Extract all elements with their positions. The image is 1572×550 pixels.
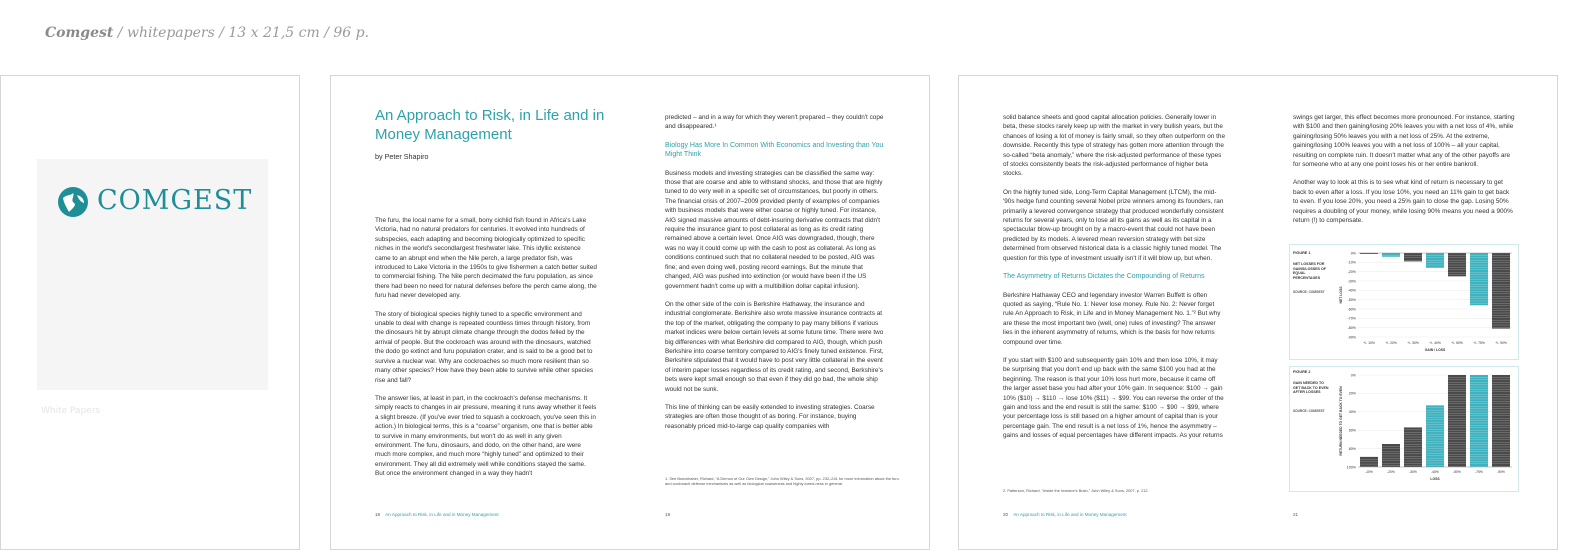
y-tick-label: 100% (1346, 465, 1356, 470)
article-title: An Approach to Risk, in Life and in Money Management (375, 107, 605, 143)
paragraph: solid balance sheets and good capital allocation policies. Generally lower in beta, these stocks rarely keep up with the market in very bullish years, but the chances of losing a lot of money is fairly small, so they often outperform on the downside. Recently this type of strategy has gotten more attention through the so-called “beta anomaly,” where the risk-adjusted performance of these types of stocks consistently beats the risk-adjusted performance of higher beta stocks. (1003, 114, 1225, 178)
figure-caption: GAIN NEEDED TO GET BACK TO EVEN AFTER LOSSES (1293, 381, 1329, 395)
x-tick-label: +/- 75% (1473, 341, 1485, 345)
y-tick-label: -30% (1347, 279, 1356, 284)
y-tick-label: 0% (1350, 373, 1356, 378)
page-number: 18 (375, 512, 381, 517)
y-axis-label: RETURN NEEDED TO GET BACK TO EVEN (1339, 386, 1343, 456)
cover-label: White Papers (41, 406, 101, 416)
x-tick-label: -50% (1453, 470, 1461, 474)
x-tick-label: +/- 20% (1385, 341, 1397, 345)
paragraph: The answer lies, at least in part, in the cockroach's defense mechanisms. It simply reacts to changes in air pressure, meaning it runs away whether it feels a slight breeze. (If you've ever tried to squash a cockroach, you've seen this in action.) In biological terms, this is a “coarse” organism, one that is better able to survive in many environments, but won't do as well in any given environment. The furu, dinosaurs, and dodo, on the other hand, are were much more complex, and much more “highly tuned” and optimized to their environment. They all did extremely well while conditions stayed the same. But once the environment changed in a way they hadn't (375, 394, 597, 478)
bar (1492, 253, 1510, 329)
y-tick-label: 0% (1350, 251, 1356, 256)
y-tick-label: -70% (1347, 316, 1356, 321)
page-number: 19 (665, 512, 671, 517)
article-byline: by Peter Shapiro (375, 152, 429, 161)
net-loss-bar-chart (1334, 247, 1518, 357)
figure-source: SOURCE: COMGEST (1293, 409, 1325, 413)
x-tick-label: -75% (1475, 470, 1483, 474)
figure-number: FIGURE 2 (1293, 370, 1311, 374)
bar (1382, 253, 1400, 257)
y-tick-label: -80% (1347, 325, 1356, 330)
bar (1382, 444, 1400, 467)
bar (1470, 375, 1488, 467)
bar (1448, 253, 1466, 276)
x-tick-label: -40% (1431, 470, 1439, 474)
x-tick-label: +/- 30% (1407, 341, 1419, 345)
x-axis-label: LOSS (1430, 477, 1440, 481)
y-tick-label: -20% (1347, 269, 1356, 274)
paragraph: On the highly tuned side, Long-Term Capital Management (LTCM), the mid-'90s hedge fund counting several Nobel prize winners among its founders, ran primarily a levered convergence strategy that produced wonderfully consistent returns for several years, only to lose all its gains as well as its capital in a spectacular blow-up brought on by a macro-event that could not have been predicted by its models. A levered mean reversion strategy with bet size determined from observed historical data is a classic highly tuned model. The question for this type of investment usually isn't if it will blow up, but when. (1003, 188, 1224, 262)
y-tick-label: 40% (1348, 410, 1356, 415)
paragraph: predicted – and in a way for which they weren't prepared – they couldn't cope and disappeared.¹ (665, 114, 884, 131)
bar (1492, 375, 1510, 467)
running-title: An Approach to Risk, in Life and in Money Management (1013, 512, 1127, 517)
page-header (45, 25, 369, 41)
figure-caption: NET LOSSES FOR GAINS/LOSSES OF EQUAL PERCENTAGES (1293, 262, 1326, 280)
bar (1470, 253, 1488, 305)
bar (1426, 405, 1444, 467)
x-tick-label: -20% (1387, 470, 1395, 474)
page-number: 20 (1003, 512, 1009, 517)
y-tick-label: 80% (1348, 446, 1356, 451)
footnote: 1. See Boeckhaber, Richard, “A Demon of Our Own Design,” John Wiley & Sons, 2007, pp. 232–241 for more information about the furu and cockroach defense mechanisms as well as biological coarseness and highly tuned-ness in general. (665, 476, 899, 487)
paragraph: Another way to look at this is to see what kind of return is necessary to get back to even after a loss. If you lose 10%, you need an 11% gain to get back to even. If you lose 20%, you need a 25% gain to close the gap. Losing 50% requires a doubling of your money, while losing 90% means you need a 900% return (!) to compensate. (1293, 179, 1513, 225)
cover-page (0, 75, 300, 550)
paragraph: swings get larger, this effect becomes more pronounced. For instance, starting with $100 and then gaining/losing 20% leaves you with a net loss of 4%, while gaining/losing 50% leaves you with a net loss of 25%. At the extreme, gaining/losing 100% leaves you with a net loss of 100% – all your capital, resulting on complete ruin. It doesn't matter what any of the other payoffs are for someone who at any one point loses his or her entire bankroll. (1293, 114, 1515, 169)
y-axis-label: NET LOSS (1339, 286, 1343, 304)
header-spec: / whitepapers / 13 x 21,5 cm / 96 p. (113, 25, 370, 41)
gain-needed-bar-chart (1334, 369, 1518, 491)
figure-2 (1289, 366, 1519, 492)
y-tick-label: 20% (1348, 391, 1356, 396)
x-tick-label: +/- 40% (1429, 341, 1441, 345)
header-brand: Comgest (45, 25, 114, 41)
bar (1448, 375, 1466, 467)
spread-pages-18-19 (330, 75, 930, 550)
globe-icon (57, 186, 89, 218)
y-tick-label: -10% (1347, 260, 1356, 265)
page-20-body (1003, 113, 1225, 483)
page-18-body (375, 216, 597, 496)
folio-left (375, 512, 499, 517)
x-tick-label: -90% (1497, 470, 1505, 474)
section-subhead: The Asymmetry of Returns Dictates the Compounding of Returns (1003, 273, 1205, 281)
x-axis-label: GAIN / LOSS (1424, 348, 1446, 352)
x-tick-label: +/- 10% (1363, 341, 1375, 345)
paragraph: Berkshire Hathaway CEO and legendary investor Warren Buffett is often quoted as saying, “Rule No. 1: Never lose money. Rule No. 2: Never forget rule An Approach to Risk, in Life and in Money Management No. 1.”² But why are these the most important two (well, one) rules of investing? The answer lies in the inherent asymmetry of returns, which is the basis for how returns compound over time. (1003, 291, 1221, 346)
running-title: An Approach to Risk, in Life and in Money Management (385, 512, 499, 517)
footnote: 2. Patterson, Richard, “Inside the Investor's Brain,” John Wiley & Sons, 2007, p. 212. (1003, 488, 1149, 493)
y-tick-label: -50% (1347, 297, 1356, 302)
bar (1360, 457, 1378, 467)
x-tick-label: -10% (1365, 470, 1373, 474)
y-tick-label: -60% (1347, 307, 1356, 312)
y-tick-label: 60% (1348, 428, 1356, 433)
paragraph: The furu, the local name for a small, bony cichlid fish found in Africa's Lake Victoria, had no natural predators for centuries. It evolved into hundreds of subspecies, each adapting and becoming biologically optimized to specific niches in the world's secondlargest freshwater lake. This idyllic existence came to an abrupt end when the Nile perch, a large predator fish, was introduced to Lake Victoria in the 1950s to give fishermen a catch better suited to commercial fishing. The Nile perch decimated the furu population, as since there had been no need for natural defenses before the perch came along, the furu had never developed any. (375, 217, 597, 300)
y-tick-label: -40% (1347, 288, 1356, 293)
figure-number: FIGURE 1 (1293, 251, 1311, 255)
figure-1 (1289, 244, 1519, 360)
paragraph: If you start with $100 and subsequently gain 10% and then lose 10%, it may be surprising that you don't end up back with the same $100 you had at the beginning. The reason is that your 10% loss hurt more, because it came off the larger asset base you had after your 10% gain. In sequence: $100 → gain 10% ($10) → $110 → lose 10% ($11) → $99. You can reverse the order of the gain and loss and the end result is still the same: $100 → $90 → $99, where your percentage loss is still based on a higher amount of capital than is your percentage gain. The end result is a net loss of 1%, hence the asymmetry – gains and losses of equal percentages have different impacts. As your returns (1003, 356, 1224, 440)
page-number: 21 (1293, 512, 1299, 517)
paragraph: The story of biological species highly tuned to a specific environment and unable to deal with change is repeated countless times through history, from the dinosaurs hit by abrupt climate change through the dodos felled by the arrival of people. But the cockroach was around with the dinosaurs, watched the dodo go extinct and furu population crater, and is said to be a good bet to survive a nuclear war. Why are cockroaches so much more resilient than so many other species? How have they been able to survive while other species rise and fall? (375, 310, 594, 384)
spread-pages-20-21 (958, 75, 1558, 550)
paragraph: This line of thinking can be easily extended to investing strategies. Coarse strategies are often those thought of as boring. For instance, buying reasonably priced mid-to-large cap quality companies with (665, 403, 875, 430)
paragraph: Business models and investing strategies can be classified the same way: those that are coarse and able to withstand shocks, and those that are highly tuned to do very well in a specific set of circumstances, but poorly in others. The financial crisis of 2007–2009 provided plenty of examples of companies with business models that were either coarse or highly tuned. For instance, AIG signed massive amounts of debt-insuring derivative contracts that didn't require the insurance giant to post collateral as long as its credit rating remained above a certain level. Once AIG was downgraded, though, there was no way it could come up with the cash to post as collateral. As long as conditions continued such that no collateral needed to be posted, AIG was fine; and even doing well, posting record earnings. But the minute that changed, AIG was pushed into extinction (or would have been if the US government hadn't come up with a multibillion dollar capital infusion). (665, 169, 883, 290)
x-tick-label: +/- 50% (1451, 341, 1463, 345)
section-subhead: Biology Has More In Common With Economics and Investing than You Might Think (665, 141, 884, 159)
figure-source: SOURCE: COMGEST (1293, 290, 1325, 294)
x-tick-label: +/- 90% (1495, 341, 1507, 345)
paragraph: On the other side of the coin is Berkshire Hathaway, the insurance and industrial conglomerate. Berkshire also wrote massive insurance contracts at the top of the market, obligating the company to pay many billions if various market indices were below certain levels at some future time. There were two big differences with what Berkshire did compared to AIG, though, which push Berkshire into coarse territory compared to AIG's finely tuned existence. First, Berkshire stipulated that it would have to post very little collateral in the event of interim paper losses regardless of its credit rating, and second, Berkshire's bets were kept small enough so that even if they did go bad, the whole ship would not be sunk. (665, 300, 884, 393)
page-21-body (1293, 113, 1515, 256)
folio-left (1003, 512, 1127, 517)
x-tick-label: -30% (1409, 470, 1417, 474)
brand-logo-text: COMGEST (97, 185, 253, 216)
y-tick-label: -90% (1347, 335, 1356, 340)
page-19-body (665, 113, 887, 483)
logo-panel (37, 159, 268, 390)
